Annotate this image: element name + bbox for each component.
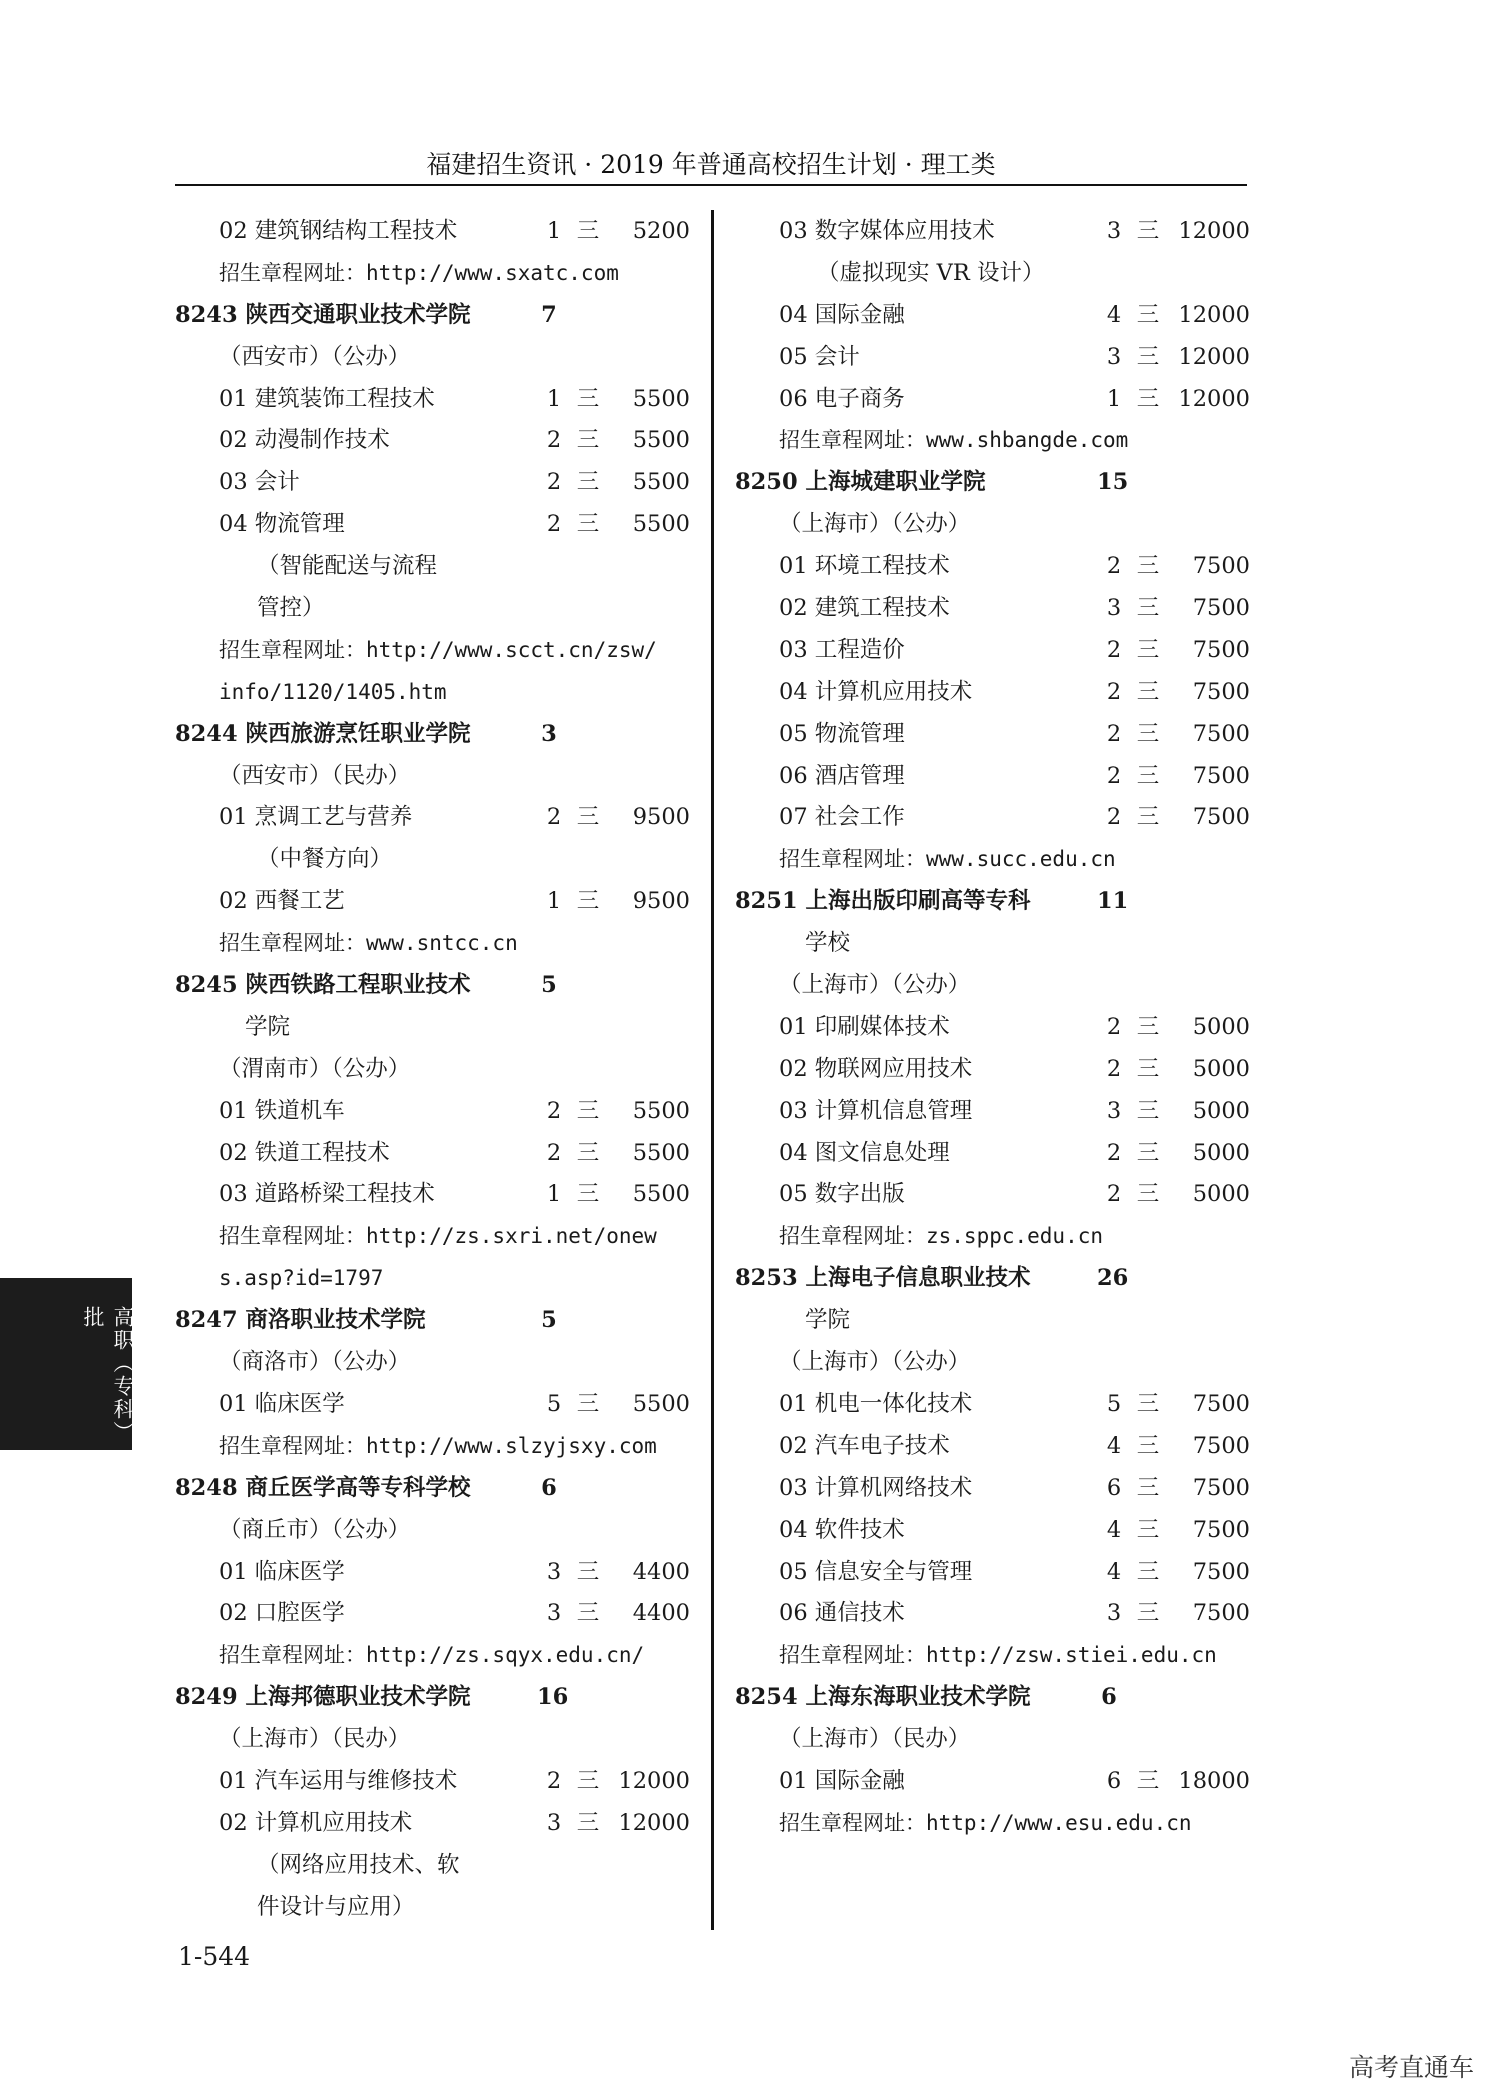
institution-location-text: （上海市）（民办） <box>219 1726 411 1753</box>
institution-location-text: （上海市）（公办） <box>779 1349 971 1376</box>
institution-row-text: 8251 上海出版印刷高等专科 <box>735 888 1031 915</box>
admission-url <box>735 1803 1255 1845</box>
major-row <box>175 1091 695 1133</box>
study-years: 三 <box>576 888 600 915</box>
right-column <box>735 211 1255 1845</box>
section-side-tab-label: 高职（专科）批 <box>81 1306 135 1444</box>
major-row <box>735 1091 1255 1133</box>
plan-count: 2 <box>1106 1055 1122 1082</box>
plan-count: 2 <box>1106 1139 1122 1166</box>
plan-count: 3 <box>1106 595 1122 622</box>
admission-url-text: 招生章程网址：http://www.slzyjsxy.com <box>219 1433 657 1458</box>
plan-count: 2 <box>1106 762 1122 789</box>
study-years: 三 <box>1136 1181 1160 1208</box>
admission-url <box>175 1426 695 1468</box>
major-row-text: 01 建筑装饰工程技术 <box>219 385 435 412</box>
major-row <box>735 1174 1255 1216</box>
admission-url <box>735 1635 1255 1677</box>
major-row-text: 06 电子商务 <box>779 385 905 412</box>
major-row <box>175 462 695 504</box>
study-years: 三 <box>1136 636 1160 663</box>
institution-name-cont-text: 学院 <box>245 1013 291 1040</box>
institution-row <box>175 714 695 756</box>
study-years: 三 <box>1136 1516 1160 1543</box>
tuition-fee: 7500 <box>1192 720 1250 747</box>
major-row-text: 03 道路桥梁工程技术 <box>219 1181 435 1208</box>
tuition-fee: 5500 <box>632 385 690 412</box>
plan-count: 5 <box>541 972 557 999</box>
major-row-text: 04 软件技术 <box>779 1516 905 1543</box>
study-years: 三 <box>576 1767 600 1794</box>
study-years: 三 <box>1136 385 1160 412</box>
plan-count: 6 <box>1106 1767 1122 1794</box>
plan-count: 7 <box>541 301 557 328</box>
admission-url-text: 招生章程网址：www.shbangde.com <box>779 428 1129 453</box>
tuition-fee: 12000 <box>618 1809 690 1836</box>
study-years: 三 <box>1136 804 1160 831</box>
admission-url-text: 招生章程网址：http://zsw.stiei.edu.cn <box>779 1643 1217 1668</box>
institution-location <box>175 756 695 798</box>
major-row-text: 03 计算机网络技术 <box>779 1474 973 1501</box>
tuition-fee: 9500 <box>632 888 690 915</box>
major-row <box>735 1468 1255 1510</box>
admission-url-text: 招生章程网址：http://www.esu.edu.cn <box>779 1810 1192 1835</box>
plan-count: 2 <box>546 427 562 454</box>
tuition-fee: 7500 <box>1192 636 1250 663</box>
major-row-text: 02 口腔医学 <box>219 1600 345 1627</box>
tuition-fee: 7500 <box>1192 1558 1250 1585</box>
column-divider <box>711 210 714 1930</box>
institution-name-cont-text: 学校 <box>805 930 851 957</box>
institution-location-text: （上海市）（民办） <box>779 1726 971 1753</box>
tuition-fee: 5500 <box>632 1097 690 1124</box>
major-note-text: （中餐方向） <box>257 846 393 873</box>
plan-count: 4 <box>1106 1516 1122 1543</box>
institution-location-text: （商洛市）（公办） <box>219 1349 411 1376</box>
admission-url <box>175 923 695 965</box>
admission-url-text: 招生章程网址：http://www.sxatc.com <box>219 260 619 285</box>
plan-count: 6 <box>1101 1684 1117 1711</box>
study-years: 三 <box>1136 1558 1160 1585</box>
study-years: 三 <box>576 218 600 244</box>
major-row-text: 03 工程造价 <box>779 636 905 663</box>
header-rule <box>175 184 1247 186</box>
major-row-text: 04 计算机应用技术 <box>779 678 973 705</box>
watermark: 高考直通车 <box>1348 2053 1474 2082</box>
institution-location <box>175 1049 695 1091</box>
major-row-text: 02 动漫制作技术 <box>219 427 390 454</box>
study-years: 三 <box>576 427 600 454</box>
major-note <box>175 839 695 881</box>
plan-count: 2 <box>546 469 562 496</box>
major-row-text: 02 汽车电子技术 <box>779 1432 950 1459</box>
institution-location-text: （西安市）（公办） <box>219 343 411 370</box>
plan-count: 15 <box>1097 469 1129 496</box>
major-row-text: 01 机电一体化技术 <box>779 1390 973 1417</box>
plan-count: 5 <box>541 1307 557 1334</box>
tuition-fee: 7500 <box>1192 804 1250 831</box>
major-row-text: 03 计算机信息管理 <box>779 1097 973 1124</box>
plan-count: 2 <box>546 1767 562 1794</box>
major-row <box>735 1510 1255 1552</box>
institution-row <box>175 295 695 337</box>
institution-name-cont <box>735 923 1255 965</box>
study-years: 三 <box>1136 1013 1160 1040</box>
institution-row-text: 8245 陕西铁路工程职业技术 <box>175 972 471 999</box>
major-row-text: 01 临床医学 <box>219 1558 345 1585</box>
plan-count: 3 <box>1106 1097 1122 1124</box>
major-row <box>735 211 1255 253</box>
institution-location <box>735 965 1255 1007</box>
tuition-fee: 5500 <box>632 427 690 454</box>
major-row-text: 02 建筑钢结构工程技术 <box>219 218 458 244</box>
institution-row-text: 8243 陕西交通职业技术学院 <box>175 301 471 328</box>
plan-count: 1 <box>546 888 562 915</box>
major-row <box>175 1761 695 1803</box>
tuition-fee: 5500 <box>632 1390 690 1417</box>
plan-count: 16 <box>537 1684 569 1711</box>
major-row <box>735 1593 1255 1635</box>
study-years: 三 <box>1136 1390 1160 1417</box>
admission-url <box>175 1258 695 1300</box>
major-note <box>175 546 695 588</box>
study-years: 三 <box>576 511 600 538</box>
major-row <box>175 1593 695 1635</box>
tuition-fee: 5000 <box>1192 1055 1250 1082</box>
major-row-text: 01 烹调工艺与营养 <box>219 804 413 831</box>
admission-url <box>175 253 695 295</box>
tuition-fee: 5000 <box>1192 1139 1250 1166</box>
plan-count: 5 <box>1106 1390 1122 1417</box>
study-years: 三 <box>1136 678 1160 705</box>
plan-count: 11 <box>1097 888 1129 915</box>
major-row <box>175 1803 695 1845</box>
major-row-text: 03 数字媒体应用技术 <box>779 218 995 244</box>
institution-location <box>175 1342 695 1384</box>
institution-location <box>735 1342 1255 1384</box>
major-note <box>175 588 695 630</box>
major-note-text: 管控） <box>257 595 325 622</box>
tuition-fee: 7500 <box>1192 762 1250 789</box>
plan-count: 2 <box>1106 678 1122 705</box>
study-years: 三 <box>1136 1600 1160 1627</box>
tuition-fee: 12000 <box>1178 385 1250 412</box>
major-row <box>175 881 695 923</box>
admission-url <box>735 1216 1255 1258</box>
plan-count: 3 <box>546 1809 562 1836</box>
institution-row <box>175 965 695 1007</box>
institution-row-text: 8253 上海电子信息职业技术 <box>735 1265 1031 1292</box>
tuition-fee: 7500 <box>1192 1474 1250 1501</box>
page-number: 1-544 <box>178 1942 251 1971</box>
tuition-fee: 7500 <box>1192 1390 1250 1417</box>
tuition-fee: 5000 <box>1192 1181 1250 1208</box>
major-row-text: 01 环境工程技术 <box>779 553 950 580</box>
plan-count: 4 <box>1106 301 1122 328</box>
admission-url-text: 招生章程网址：zs.sppc.edu.cn <box>779 1224 1104 1249</box>
institution-name-cont-text: 学院 <box>805 1307 851 1334</box>
plan-count: 2 <box>1106 720 1122 747</box>
major-note-text: （智能配送与流程 <box>257 553 438 580</box>
major-row <box>175 797 695 839</box>
tuition-fee: 5000 <box>1192 1097 1250 1124</box>
admission-url <box>175 1216 695 1258</box>
tuition-fee: 12000 <box>1178 343 1250 370</box>
major-row <box>735 546 1255 588</box>
plan-count: 3 <box>541 720 557 747</box>
plan-count: 2 <box>1106 1013 1122 1040</box>
institution-name-cont <box>735 1300 1255 1342</box>
plan-count: 3 <box>546 1600 562 1627</box>
institution-row <box>735 881 1255 923</box>
tuition-fee: 4400 <box>632 1600 690 1627</box>
tuition-fee: 4400 <box>632 1558 690 1585</box>
study-years: 三 <box>1136 553 1160 580</box>
major-row <box>175 1552 695 1594</box>
tuition-fee: 18000 <box>1178 1767 1250 1794</box>
study-years: 三 <box>576 1390 600 1417</box>
study-years: 三 <box>1136 1767 1160 1794</box>
institution-location-text: （渭南市）（公办） <box>219 1055 411 1082</box>
study-years: 三 <box>1136 762 1160 789</box>
institution-row <box>175 1300 695 1342</box>
tuition-fee: 12000 <box>1178 218 1250 244</box>
admission-url <box>175 672 695 714</box>
major-row <box>735 295 1255 337</box>
plan-count: 6 <box>1106 1474 1122 1501</box>
institution-location-text: （商丘市）（公办） <box>219 1516 411 1543</box>
admission-url-text: info/1120/1405.htm <box>219 679 447 704</box>
plan-count: 1 <box>546 1181 562 1208</box>
institution-location <box>735 504 1255 546</box>
tuition-fee: 5500 <box>632 511 690 538</box>
major-row-text: 04 国际金融 <box>779 301 905 328</box>
institution-row <box>735 1258 1255 1300</box>
admission-url <box>735 420 1255 462</box>
tuition-fee: 7500 <box>1192 1600 1250 1627</box>
major-row <box>735 1761 1255 1803</box>
major-row <box>735 756 1255 798</box>
institution-location-text: （上海市）（公办） <box>779 972 971 999</box>
admission-url <box>175 1635 695 1677</box>
study-years: 三 <box>576 469 600 496</box>
tuition-fee: 7500 <box>1192 553 1250 580</box>
study-years: 三 <box>576 385 600 412</box>
major-row-text: 01 临床医学 <box>219 1390 345 1417</box>
institution-row <box>175 1677 695 1719</box>
tuition-fee: 7500 <box>1192 1516 1250 1543</box>
major-row-text: 04 物流管理 <box>219 511 345 538</box>
major-row <box>175 504 695 546</box>
study-years: 三 <box>576 1097 600 1124</box>
major-row <box>175 1133 695 1175</box>
major-note <box>175 1887 695 1929</box>
major-row-text: 04 图文信息处理 <box>779 1139 950 1166</box>
admission-url-text: 招生章程网址：http://www.scct.cn/zsw/ <box>219 637 657 662</box>
major-row <box>735 1384 1255 1426</box>
study-years: 三 <box>576 1558 600 1585</box>
major-row <box>175 211 695 253</box>
institution-row <box>735 1677 1255 1719</box>
plan-count: 4 <box>1106 1558 1122 1585</box>
major-row-text: 05 物流管理 <box>779 720 905 747</box>
institution-location <box>735 1719 1255 1761</box>
plan-count: 2 <box>1106 636 1122 663</box>
major-row-text: 02 西餐工艺 <box>219 888 345 915</box>
plan-count: 1 <box>546 385 562 412</box>
major-row <box>735 1133 1255 1175</box>
major-row <box>735 1426 1255 1468</box>
major-note-text: 件设计与应用） <box>257 1893 415 1920</box>
major-note <box>735 253 1255 295</box>
institution-row <box>735 462 1255 504</box>
plan-count: 2 <box>546 511 562 538</box>
institution-row-text: 8249 上海邦德职业技术学院 <box>175 1684 471 1711</box>
major-row <box>175 420 695 462</box>
institution-name-cont <box>175 1007 695 1049</box>
major-row-text: 01 印刷媒体技术 <box>779 1013 950 1040</box>
study-years: 三 <box>576 1181 600 1208</box>
plan-count: 26 <box>1097 1265 1129 1292</box>
institution-row-text: 8244 陕西旅游烹饪职业学院 <box>175 720 471 747</box>
major-row <box>735 630 1255 672</box>
major-row <box>735 1552 1255 1594</box>
study-years: 三 <box>1136 1055 1160 1082</box>
institution-row-text: 8250 上海城建职业学院 <box>735 469 986 496</box>
admission-url-text: 招生章程网址：www.succ.edu.cn <box>779 847 1116 872</box>
major-row-text: 06 酒店管理 <box>779 762 905 789</box>
admission-url <box>735 839 1255 881</box>
running-header: 福建招生资讯 · 2019 年普通高校招生计划 · 理工类 <box>426 150 996 179</box>
plan-count: 2 <box>1106 1181 1122 1208</box>
study-years: 三 <box>1136 1474 1160 1501</box>
major-row <box>735 714 1255 756</box>
major-row-text: 02 铁道工程技术 <box>219 1139 390 1166</box>
major-row-text: 03 会计 <box>219 469 300 496</box>
tuition-fee: 7500 <box>1192 1432 1250 1459</box>
study-years: 三 <box>1136 1139 1160 1166</box>
study-years: 三 <box>576 804 600 831</box>
tuition-fee: 5200 <box>632 218 690 244</box>
study-years: 三 <box>1136 301 1160 328</box>
study-years: 三 <box>576 1139 600 1166</box>
major-row-text: 07 社会工作 <box>779 804 905 831</box>
major-row <box>735 672 1255 714</box>
study-years: 三 <box>1136 720 1160 747</box>
admission-url-text: 招生章程网址：www.sntcc.cn <box>219 931 518 956</box>
study-years: 三 <box>1136 595 1160 622</box>
study-years: 三 <box>1136 1097 1160 1124</box>
tuition-fee: 9500 <box>632 804 690 831</box>
major-row <box>735 337 1255 379</box>
major-row-text: 01 汽车运用与维修技术 <box>219 1767 458 1794</box>
major-note-text: （虚拟现实 VR 设计） <box>817 259 1045 286</box>
major-row-text: 01 铁道机车 <box>219 1097 345 1124</box>
admission-url-text: 招生章程网址：http://zs.sqyx.edu.cn/ <box>219 1643 645 1668</box>
institution-location-text: （上海市）（公办） <box>779 511 971 538</box>
major-row <box>735 588 1255 630</box>
major-row <box>175 1174 695 1216</box>
plan-count: 2 <box>546 804 562 831</box>
institution-row-text: 8248 商丘医学高等专科学校 <box>175 1474 471 1501</box>
major-note <box>175 1845 695 1887</box>
major-row-text: 06 通信技术 <box>779 1600 905 1627</box>
major-row <box>735 1049 1255 1091</box>
plan-count: 5 <box>546 1390 562 1417</box>
study-years: 三 <box>1136 218 1160 244</box>
tuition-fee: 5500 <box>632 1139 690 1166</box>
major-row-text: 05 会计 <box>779 343 860 370</box>
major-row <box>175 1384 695 1426</box>
major-row <box>175 379 695 421</box>
tuition-fee: 5500 <box>632 1181 690 1208</box>
plan-count: 1 <box>546 218 562 244</box>
plan-count: 3 <box>546 1558 562 1585</box>
institution-row-text: 8247 商洛职业技术学院 <box>175 1307 426 1334</box>
major-row <box>735 797 1255 839</box>
major-row-text: 02 物联网应用技术 <box>779 1055 973 1082</box>
tuition-fee: 12000 <box>618 1767 690 1794</box>
plan-count: 2 <box>1106 553 1122 580</box>
tuition-fee: 12000 <box>1178 301 1250 328</box>
tuition-fee: 7500 <box>1192 595 1250 622</box>
plan-count: 2 <box>546 1139 562 1166</box>
plan-count: 6 <box>541 1474 557 1501</box>
institution-row <box>175 1468 695 1510</box>
institution-location <box>175 337 695 379</box>
study-years: 三 <box>1136 343 1160 370</box>
plan-count: 4 <box>1106 1432 1122 1459</box>
tuition-fee: 5500 <box>632 469 690 496</box>
study-years: 三 <box>1136 1432 1160 1459</box>
major-row-text: 05 信息安全与管理 <box>779 1558 973 1585</box>
study-years: 三 <box>576 1600 600 1627</box>
admission-url <box>175 630 695 672</box>
major-row-text: 02 建筑工程技术 <box>779 595 950 622</box>
tuition-fee: 7500 <box>1192 678 1250 705</box>
major-row <box>735 1007 1255 1049</box>
plan-count: 1 <box>1106 385 1122 412</box>
plan-count: 3 <box>1106 218 1122 244</box>
left-column <box>175 211 695 1929</box>
major-row-text: 02 计算机应用技术 <box>219 1809 413 1836</box>
tuition-fee: 5000 <box>1192 1013 1250 1040</box>
institution-location <box>175 1510 695 1552</box>
major-row-text: 01 国际金融 <box>779 1767 905 1794</box>
plan-count: 2 <box>1106 804 1122 831</box>
institution-location-text: （西安市）（民办） <box>219 762 411 789</box>
major-row-text: 05 数字出版 <box>779 1181 905 1208</box>
section-side-tab <box>0 1278 135 1450</box>
major-row <box>735 379 1255 421</box>
institution-location <box>175 1719 695 1761</box>
admission-url-text: s.asp?id=1797 <box>219 1266 384 1291</box>
institution-row-text: 8254 上海东海职业技术学院 <box>735 1684 1031 1711</box>
plan-count: 2 <box>546 1097 562 1124</box>
plan-count: 3 <box>1106 1600 1122 1627</box>
study-years: 三 <box>576 1809 600 1836</box>
admission-url-text: 招生章程网址：http://zs.sxri.net/onew <box>219 1224 657 1249</box>
plan-count: 3 <box>1106 343 1122 370</box>
major-note-text: （网络应用技术、软 <box>257 1851 460 1878</box>
